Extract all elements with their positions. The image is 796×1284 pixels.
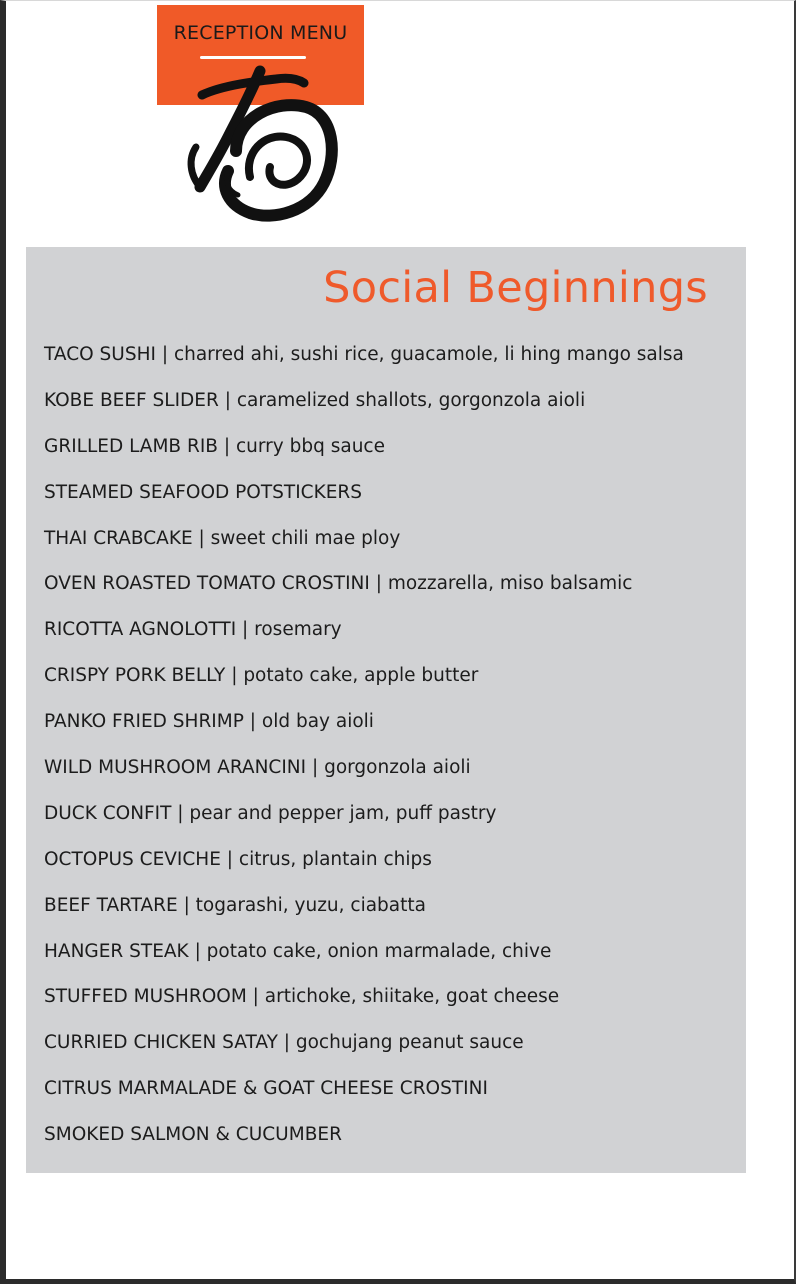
menu-item: TACO SUSHI | charred ahi, sushi rice, guacamole, li hing mango salsa [44,344,684,365]
menu-item: STEAMED SEAFOOD POTSTICKERS [44,481,362,503]
menu-item: THAI CRABCAKE | sweet chili mae ploy [44,527,401,549]
menu-item: CRISPY PORK BELLY | potato cake, apple butter [44,665,479,687]
menu-item: DUCK CONFIT | pear and pepper jam, puff pastry [44,802,497,824]
menu-item: SMOKED SALMON & CUCUMBER [44,1124,342,1146]
menu-item: GRILLED LAMB RIB | curry bbq sauce [44,435,385,457]
menu-item: CURRIED CHICKEN SATAY | gochujang peanut sauce [44,1032,524,1054]
menu-item: HANGER STEAK | potato cake, onion marmalade, chive [44,940,552,962]
brushstroke-logo-icon [178,55,348,230]
menu-item: OCTOPUS CEVICHE | citrus, plantain chips [44,848,432,870]
menu-item: OVEN ROASTED TOMATO CROSTINI | mozzarella, miso balsamic [44,573,633,595]
section-title: Social Beginnings [323,263,708,313]
menu-item: PANKO FRIED SHRIMP | old bay aioli [44,711,374,733]
menu-item: RICOTTA AGNOLOTTI | rosemary [44,619,342,641]
menu-list [44,342,684,1168]
menu-panel [26,247,746,1173]
menu-item: STUFFED MUSHROOM | artichoke, shiitake, goat cheese [44,986,560,1008]
reception-menu-label: RECEPTION MENU [173,22,348,44]
menu-item: WILD MUSHROOM ARANCINI | gorgonzola aioli [44,757,471,779]
menu-item: BEEF TARTARE | togarashi, yuzu, ciabatta [44,894,426,916]
menu-item: KOBE BEEF SLIDER | caramelized shallots, gorgonzola aioli [44,389,586,411]
menu-item: CITRUS MARMALADE & GOAT CHEESE CROSTINI [44,1078,488,1100]
